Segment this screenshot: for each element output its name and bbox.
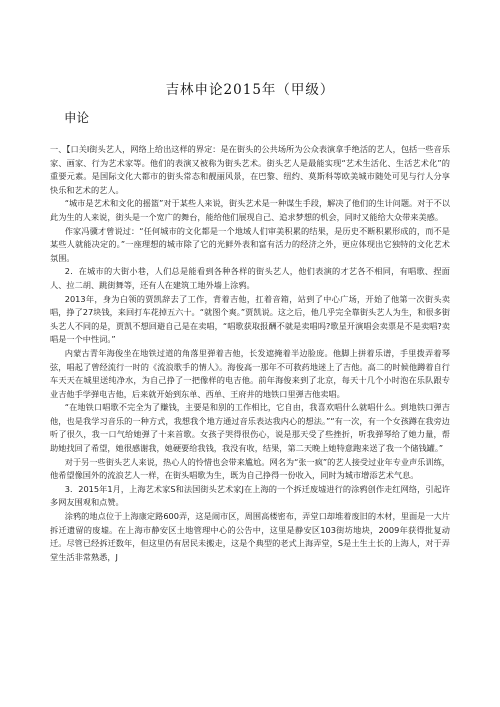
document-body xyxy=(50,143,450,564)
document-title: 吉林申论2015年（甲级） xyxy=(165,82,335,98)
paragraph: 一、【口关I街头艺人，网络上给出这样的界定：是在街头的公共场所为公众表演拿手绝活的艺人，包括一些音乐家、画家、行为艺术家等。他们的表演又被称为街头艺术。街头艺人是最能实现“艺术生活化、生活艺术化”的重要元素。是国际文化大都市的街头常态和靓丽风景，在巴黎、纽约、莫斯科等欧美城市随处可见与行人分享快乐和艺术的艺人。 xyxy=(50,144,450,195)
paragraph: 作家冯骥才曾说过：“任何城市的文化都是一个地域人们审美积累的结果，是历史不断积累形成的，而不是某些人就能决定的。”一座理想的城市除了它的光鲜外表和富有活力的经济之外，更应体现出它独特的文化艺术氛围。 xyxy=(50,225,450,263)
paragraph: “城市是艺术和文化的摇篮”对于某些人来说，街头艺术是一种谋生手段，解决了他们的生计问题。对于不以此为生的人来说，街头是一个宽广的舞台，能给他们展现自己、追求梦想的机会，同时又能给大众带来美感。 xyxy=(50,198,450,222)
paragraph: 2．在城市的大街小巷，人们总是能看到各种各样的街头艺人，他们表演的才艺各不相同，有唱歌、捏面人、拉二胡、跳街舞等，还有人在建筑工地外墙上涂鸦。 xyxy=(50,266,450,290)
paragraph: 对于另一些街头艺人来说，热心人的怜惜也会带来尴尬。网名为“张一疯”的艺人接受过业年专业声乐训练，他希望像国外的流浪艺人一样，在街头唱歌为生，既为自己挣得一份收入，同时为城市增添艺术气息。 xyxy=(50,456,450,481)
paragraph: 涂鸦的地点位于上海康定路600弄，这是闹市区，周围高楼密布，弄堂口却堆着废旧的木材，里面是一大片拆迁遗留的废墟。在上海市静安区土地管理中心的公告中，这里是静安区103街坊地块，2009年获得批复动迁。尽管已经拆迁数年，但这里仍有居民未搬走，这是个典型的老式上海弄堂，S是土生土长的上海人，对于弄堂生活非常熟悉，J xyxy=(50,511,450,562)
section-heading: 申论 xyxy=(64,110,90,125)
paragraph: “在地铁口唱歌不完全为了赚钱，主要是和别的工作相比，它自由，我喜欢唱什么就唱什么。到地铁口弹吉他，也是我学习音乐的一种方式，我想我个地方通过音乐表达我内心的想法。”“有一次，有一个女孩蹲在我旁边听了很久，我一口气给她弹了十来首歌。女孩子哭得很伤心，说是那天受了些挫折，听我弹琴给了她力量，帮助她找回了希望，她很感谢我，她硬要给我钱，我没有收，结果，第二天晚上她特意跑来送了我一个储钱罐。” xyxy=(50,402,450,454)
paragraph: 2013年，身为白领的贾凯辞去了工作，背着吉他，扛着音箱，站到了中心广场，开始了他第一次街头卖唱，挣了27块钱，来回打车花掉五六十。“就图个爽。”贾凯说。这之后，他几乎完全靠街头艺人为生，和很多街头艺人不同的是，贾凯不想回避自己是在卖唱，“唱歌获取报酬不就是卖唱吗?歌星开演唱会卖票是不是卖唱?卖唱是一个中性词。” xyxy=(50,293,450,345)
paragraph: 内蒙古青年海俊坐在地铁过道的角落里弹着吉他，长发遮掩着半边脸庞。他脚上拼着乐谱，手里拨弄着琴弦，唱起了曾经流行一时的《流浪歌手的情人》。海俊高一那年不可救药地迷上了吉他。高二的时候他蹲着自行车天天在城里送纯净水，为自己挣了一把像样的电吉他。前年海俊来到了北京，每天十几个小时泡在乐队跟专业吉他手学弹电吉他，后来就开始到东单、西单、王府井的地铁口里弹吉他卖唱。 xyxy=(50,347,450,399)
paragraph: 3．2015年1月，上海艺术家S和法国街头艺术家J在上海的一个拆迁废墟进行的涂鸦创作走红网络，引起许多网友围观和点赞。 xyxy=(50,483,450,508)
